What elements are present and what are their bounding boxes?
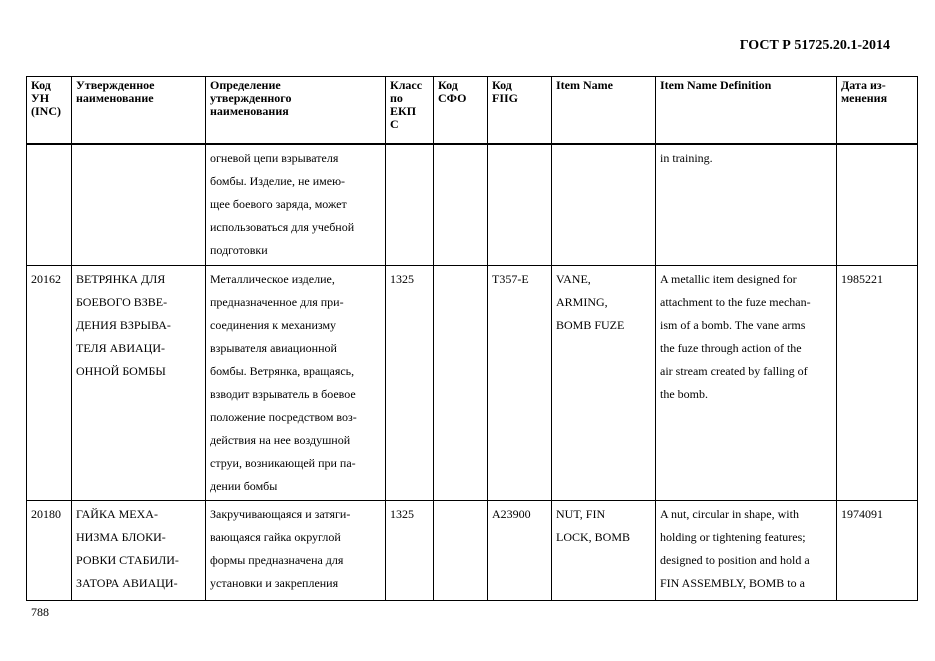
cell-inc: 20162 <box>27 266 72 501</box>
text-line: ДЕНИЯ ВЗРЫВА- <box>76 318 171 332</box>
text-line: BOMB FUZE <box>556 318 625 332</box>
cell-item-name <box>552 144 656 266</box>
text-line: Определение <box>210 78 281 92</box>
text-line: ARMING, <box>556 295 608 309</box>
text-line: in training. <box>660 151 713 165</box>
text-line: Класс <box>390 78 423 92</box>
text-line: Код <box>492 78 512 92</box>
text-line: FIIG <box>492 91 519 105</box>
cell-sfo <box>434 501 488 601</box>
text-line: Item Name <box>556 78 613 92</box>
header-sfo <box>434 77 488 145</box>
text-line: щее боевого заряда, может <box>210 197 347 211</box>
text-line: РОВКИ СТАБИЛИ- <box>76 553 179 567</box>
text-line: НИЗМА БЛОКИ- <box>76 530 166 544</box>
text-line: бомбы. Изделие, не имею- <box>210 174 346 188</box>
text-line: holding or tightening features; <box>660 530 806 544</box>
text-line: огневой цепи взрывателя <box>210 151 339 165</box>
text-line: по <box>390 91 403 105</box>
table-row <box>27 501 918 601</box>
text-line: струи, возникающей при па- <box>210 456 356 470</box>
table-header-row <box>27 77 918 145</box>
cell-approved-name <box>72 144 206 266</box>
text-line: предназначенное для при- <box>210 295 344 309</box>
table-row <box>27 144 918 266</box>
text-line: A nut, circular in shape, with <box>660 507 799 521</box>
cell-class: 1325 <box>386 501 434 601</box>
text-line: the fuze through action of the <box>660 341 802 355</box>
text-line: использоваться для учебной <box>210 220 355 234</box>
text-line: Item Name Definition <box>660 78 772 92</box>
text-line: Металлическое изделие, <box>210 272 335 286</box>
text-line: взрывателя авиационной <box>210 341 337 355</box>
cell-definition <box>206 144 386 266</box>
text-line: соединения к механизму <box>210 318 337 332</box>
text-line: LOCK, BOMB <box>556 530 631 544</box>
text-line: БОЕВОГО ВЗВЕ- <box>76 295 168 309</box>
text-line: ТЕЛЯ АВИАЦИ- <box>76 341 165 355</box>
cell-class <box>386 144 434 266</box>
text-line: Дата из- <box>841 78 886 92</box>
header-inc <box>27 77 72 145</box>
cell-approved-name <box>72 266 206 501</box>
cell-fiig: A23900 <box>488 501 552 601</box>
cell-definition <box>206 266 386 501</box>
cell-inc <box>27 144 72 266</box>
text-line: attachment to the fuze mechan- <box>660 295 811 309</box>
text-line: ЗАТОРА АВИАЦИ- <box>76 576 178 590</box>
text-line: air stream created by falling of <box>660 364 808 378</box>
cell-item-name-definition <box>656 144 837 266</box>
cell-approved-name <box>72 501 206 601</box>
text-line: VANE, <box>556 272 591 286</box>
text-line: УН <box>31 91 50 105</box>
cell-change-date: 1974091 <box>837 501 918 601</box>
cell-inc: 20180 <box>27 501 72 601</box>
text-line: положение посредством воз- <box>210 410 357 424</box>
cell-sfo <box>434 144 488 266</box>
text-line: NUT, FIN <box>556 507 606 521</box>
text-line: A metallic item designed for <box>660 272 797 286</box>
cell-sfo <box>434 266 488 501</box>
catalog-table <box>26 76 918 601</box>
text-line: дении бомбы <box>210 479 278 493</box>
header-item-name <box>552 77 656 145</box>
text-line: Утвержденное <box>76 78 155 92</box>
header-item-name-definition <box>656 77 837 145</box>
cell-item-name <box>552 501 656 601</box>
text-line: установки и закрепления <box>210 576 339 590</box>
header-definition <box>206 77 386 145</box>
text-line: формы предназначена для <box>210 553 344 567</box>
page-number: 788 <box>31 605 49 619</box>
text-line: взводит взрыватель в боевое <box>210 387 356 401</box>
header-approved-name <box>72 77 206 145</box>
text-line: ОННОЙ БОМБЫ <box>76 364 166 378</box>
cell-fiig <box>488 144 552 266</box>
header-class <box>386 77 434 145</box>
cell-item-name-definition <box>656 501 837 601</box>
text-line: (INC) <box>31 104 61 118</box>
text-line: ГАЙКА МЕХА- <box>76 507 158 521</box>
text-line: the bomb. <box>660 387 708 401</box>
text-line: Закручивающаяся и затяги- <box>210 507 351 521</box>
text-line: вающаяся гайка округлой <box>210 530 341 544</box>
text-line: ism of a bomb. The vane arms <box>660 318 806 332</box>
table-row <box>27 266 918 501</box>
text-line: наименования <box>210 104 289 118</box>
text-line: утвержденного <box>210 91 292 105</box>
text-line: действия на нее воздушной <box>210 433 351 447</box>
text-line: бомбы. Ветрянка, вращаясь, <box>210 364 355 378</box>
cell-fiig: T357-E <box>488 266 552 501</box>
text-line: наименование <box>76 91 154 105</box>
header-change-date <box>837 77 918 145</box>
text-line: ЕКП <box>390 104 417 118</box>
text-line: designed to position and hold a <box>660 553 810 567</box>
text-line: СФО <box>438 91 467 105</box>
document-code: ГОСТ Р 51725.20.1-2014 <box>739 38 890 53</box>
cell-item-name-definition <box>656 266 837 501</box>
text-line: FIN ASSEMBLY, BOMB to a <box>660 576 805 590</box>
text-line: менения <box>841 91 888 105</box>
cell-item-name <box>552 266 656 501</box>
cell-definition <box>206 501 386 601</box>
header-fiig <box>488 77 552 145</box>
text-line: Код <box>438 78 458 92</box>
cell-change-date <box>837 144 918 266</box>
cell-change-date: 1985221 <box>837 266 918 501</box>
text-line: подготовки <box>210 243 268 257</box>
text-line: ВЕТРЯНКА ДЛЯ <box>76 272 166 286</box>
text-line: С <box>390 117 399 131</box>
cell-class: 1325 <box>386 266 434 501</box>
text-line: Код <box>31 78 51 92</box>
